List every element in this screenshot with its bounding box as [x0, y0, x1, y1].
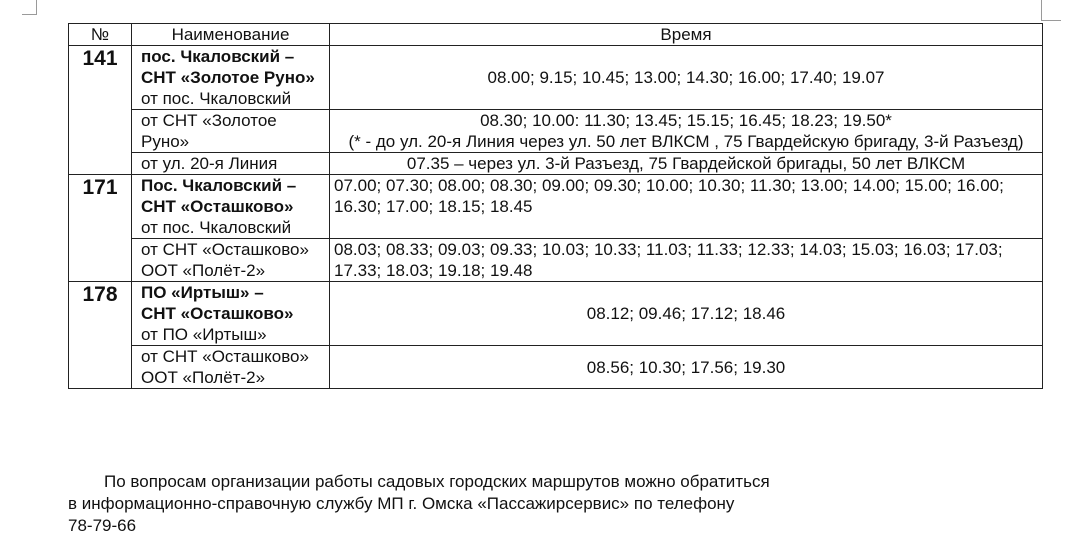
route-name-line: СНТ «Осташково»	[141, 304, 294, 323]
segment-origin-cell	[132, 346, 330, 389]
header-time: Время	[330, 24, 1043, 46]
table-row	[69, 282, 1043, 346]
segment-times-cell	[330, 110, 1043, 153]
segment-times: 08.12; 09.46; 17.12; 18.46	[330, 282, 1043, 346]
segment-times: 08.00; 9.15; 10.45; 13.00; 14.30; 16.00; 17.40; 19.07	[330, 46, 1043, 110]
route-name-cell	[132, 175, 330, 239]
contact-info-paragraph	[68, 471, 948, 537]
segment-origin-line: ООТ «Полёт-2»	[141, 261, 266, 280]
segment-times: 08.30; 10.00: 11.30; 13.45; 15.15; 16.45; 18.23; 19.50*	[480, 111, 892, 130]
route-name-cell	[132, 46, 330, 110]
table-row	[69, 346, 1043, 389]
segment-origin-line: от СНТ «Золотое	[141, 111, 277, 130]
route-name-line: СНТ «Осташково»	[141, 197, 294, 216]
route-number: 178	[69, 282, 132, 389]
page-corner-mark	[36, 0, 37, 14]
schedule-table	[68, 23, 1043, 389]
page-corner-mark	[1041, 0, 1042, 20]
segment-origin: от пос. Чкаловский	[141, 218, 292, 237]
footer-line	[68, 471, 948, 493]
route-name-cell	[132, 282, 330, 346]
page-corner-mark	[22, 14, 37, 15]
table-row	[69, 46, 1043, 110]
segment-origin: от пос. Чкаловский	[141, 89, 292, 108]
segment-origin-cell	[132, 110, 330, 153]
footer-text: в информационно-справочную службу МП г. Омска «Пассажирсервис» по телефону	[68, 494, 735, 513]
table-row	[69, 239, 1043, 282]
route-name-line: ПО «Иртыш» –	[141, 283, 264, 302]
segment-origin-cell	[132, 239, 330, 282]
page-corner-mark	[1041, 20, 1061, 21]
route-number: 171	[69, 175, 132, 282]
route-name-line: пос. Чкаловский –	[141, 47, 295, 66]
route-name-line: Пос. Чкаловский –	[141, 176, 297, 195]
segment-origin-line: от СНТ «Осташково»	[141, 347, 309, 366]
segment-origin: от ПО «Иртыш»	[141, 325, 267, 344]
route-name-line: СНТ «Золотое Руно»	[141, 68, 315, 87]
segment-origin-line: Руно»	[141, 132, 190, 151]
segment-times: 08.03; 08.33; 09.03; 09.33; 10.03; 10.33; 11.03; 11.33; 12.33; 14.03; 15.03; 16.03; 17.03; 17.33; 18.03; 19.18; 19.48	[330, 239, 1043, 282]
segment-note: (* - до ул. 20-я Линия через ул. 50 лет ВЛКСМ , 75 Гвардейскую бригаду, 3-й Разъезд)	[348, 132, 1024, 151]
segment-times: 07.35 – через ул. 3-й Разъезд, 75 Гвардейской бригады, 50 лет ВЛКСМ	[330, 153, 1043, 175]
header-num: №	[69, 24, 132, 46]
header-name: Наименование	[132, 24, 330, 46]
footer-text: По вопросам организации работы садовых городских маршрутов можно обратиться	[104, 472, 770, 491]
table-row	[69, 153, 1043, 175]
segment-times: 08.56; 10.30; 17.56; 19.30	[330, 346, 1043, 389]
table-row	[69, 110, 1043, 153]
table-header-row	[69, 24, 1043, 46]
segment-times: 07.00; 07.30; 08.00; 08.30; 09.00; 09.30; 10.00; 10.30; 11.30; 13.00; 14.00; 15.00; 16.00; 16.30; 17.00; 18.15; 18.45	[330, 175, 1043, 239]
phone-number: 78-79-66	[68, 516, 137, 535]
segment-origin-line: ООТ «Полёт-2»	[141, 368, 266, 387]
segment-origin: от ул. 20-я Линия	[132, 153, 330, 175]
route-number: 141	[69, 46, 132, 175]
table-row	[69, 175, 1043, 239]
segment-origin-line: от СНТ «Осташково»	[141, 240, 309, 259]
